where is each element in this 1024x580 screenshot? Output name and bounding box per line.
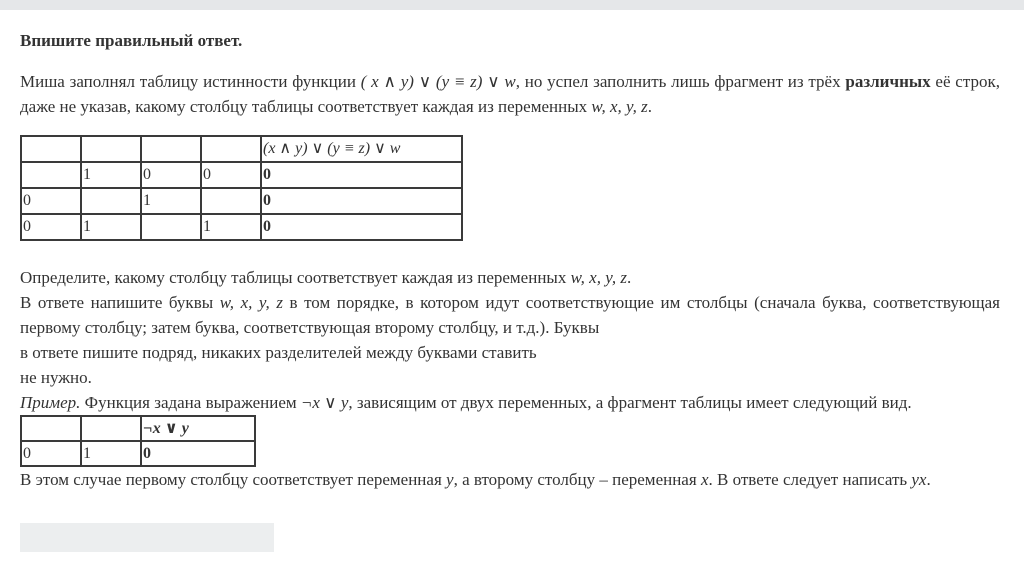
example-header-text: ¬x ∨ y bbox=[143, 419, 189, 437]
top-bar bbox=[0, 0, 1024, 10]
table-cell bbox=[81, 188, 141, 214]
example-label: Пример. bbox=[20, 393, 81, 412]
instr-vars-1: w, x, y, z bbox=[570, 268, 627, 287]
task-content bbox=[20, 28, 1000, 492]
header-cell bbox=[201, 136, 261, 162]
conclusion-text-1: В этом случае первому столбцу соответствует переменная bbox=[20, 470, 447, 489]
instr-vars-2: w, x, y, z bbox=[219, 293, 283, 312]
table-cell bbox=[141, 214, 201, 240]
table-cell: 0 bbox=[141, 162, 201, 188]
table-row bbox=[21, 162, 462, 188]
example-table bbox=[20, 415, 256, 467]
table-row bbox=[21, 188, 462, 214]
table-header-row bbox=[21, 416, 255, 441]
conclusion-end: . bbox=[926, 470, 931, 489]
desc-text-1: Миша заполнял таблицу истинности функции bbox=[20, 72, 361, 91]
instr-text-1: Определите, какому столбцу таблицы соответствует каждая из переменных bbox=[20, 268, 571, 287]
task-heading: Впишите правильный ответ. bbox=[20, 31, 243, 50]
variables-list: w, x, y, z bbox=[591, 97, 648, 116]
example-line bbox=[20, 390, 1000, 415]
conclusion-text-3: . В ответе следует написать bbox=[708, 470, 912, 489]
conclusion-var-2: x bbox=[700, 470, 709, 489]
emphasis-word: различных bbox=[845, 72, 931, 91]
table-cell: 1 bbox=[81, 214, 141, 240]
function-formula: ( x ∧ y) ∨ (y ≡ z) ∨ w bbox=[360, 72, 516, 91]
instruction-line-2 bbox=[20, 290, 1000, 340]
function-value-cell: 0 bbox=[261, 214, 462, 240]
desc-end: . bbox=[647, 97, 653, 116]
conclusion-text-2: , а второму столбцу – переменная bbox=[453, 470, 701, 489]
table-cell: 1 bbox=[81, 441, 141, 466]
answer-input[interactable] bbox=[20, 523, 274, 552]
task-description bbox=[20, 69, 1000, 119]
header-cell bbox=[141, 136, 201, 162]
desc-text-2: , но успел заполнить лишь фрагмент из трёх bbox=[515, 72, 846, 91]
function-value-cell: 0 bbox=[261, 162, 462, 188]
truth-table bbox=[20, 135, 463, 241]
table-cell bbox=[21, 162, 81, 188]
instruction-line-1 bbox=[20, 265, 1000, 290]
instr-text-2: В ответе напишите буквы bbox=[20, 293, 220, 312]
table-cell: 0 bbox=[21, 188, 81, 214]
desc-text-3: её строк, даже не указав, какому столбцу таблицы соответствует каждая из переменных bbox=[20, 72, 1000, 116]
header-function-cell bbox=[141, 416, 255, 441]
example-text-2: , зависящим от двух переменных, а фрагмент таблицы имеет следующий вид. bbox=[348, 393, 912, 412]
table-header-row bbox=[21, 136, 462, 162]
instruction-line-4: не нужно. bbox=[20, 368, 92, 387]
example-text-1: Функция задана выражением bbox=[80, 393, 301, 412]
table-row bbox=[21, 441, 255, 466]
table-cell: 0 bbox=[21, 441, 81, 466]
table-cell bbox=[201, 188, 261, 214]
conclusion-line bbox=[20, 467, 1000, 492]
table-cell: 1 bbox=[81, 162, 141, 188]
table-cell: 0 bbox=[201, 162, 261, 188]
example-expression: ¬x ∨ y bbox=[300, 393, 349, 412]
table-cell: 0 bbox=[21, 214, 81, 240]
function-value-cell: 0 bbox=[261, 188, 462, 214]
header-cell bbox=[81, 416, 141, 441]
instr-end-1: . bbox=[626, 268, 632, 287]
table-cell: 1 bbox=[201, 214, 261, 240]
header-cell bbox=[21, 416, 81, 441]
header-function-cell bbox=[261, 136, 462, 162]
header-function-text: (x ∧ y) ∨ (y ≡ z) ∨ w bbox=[263, 140, 401, 157]
header-cell bbox=[21, 136, 81, 162]
table-cell: 1 bbox=[141, 188, 201, 214]
header-cell bbox=[81, 136, 141, 162]
conclusion-answer: yx bbox=[911, 470, 927, 489]
conclusion-var-1: y bbox=[446, 470, 454, 489]
instr-text-3: в том порядке, в котором идут соответствующие им столбцы (сначала буква, соответствующая первому столбцу; затем буква, соответствующая второму столбцу, и т.д.). Буквы bbox=[20, 293, 1000, 337]
function-value-cell: 0 bbox=[141, 441, 255, 466]
instruction-line-3: в ответе пишите подряд, никаких разделителей между буквами ставить bbox=[20, 343, 537, 362]
table-row bbox=[21, 214, 462, 240]
